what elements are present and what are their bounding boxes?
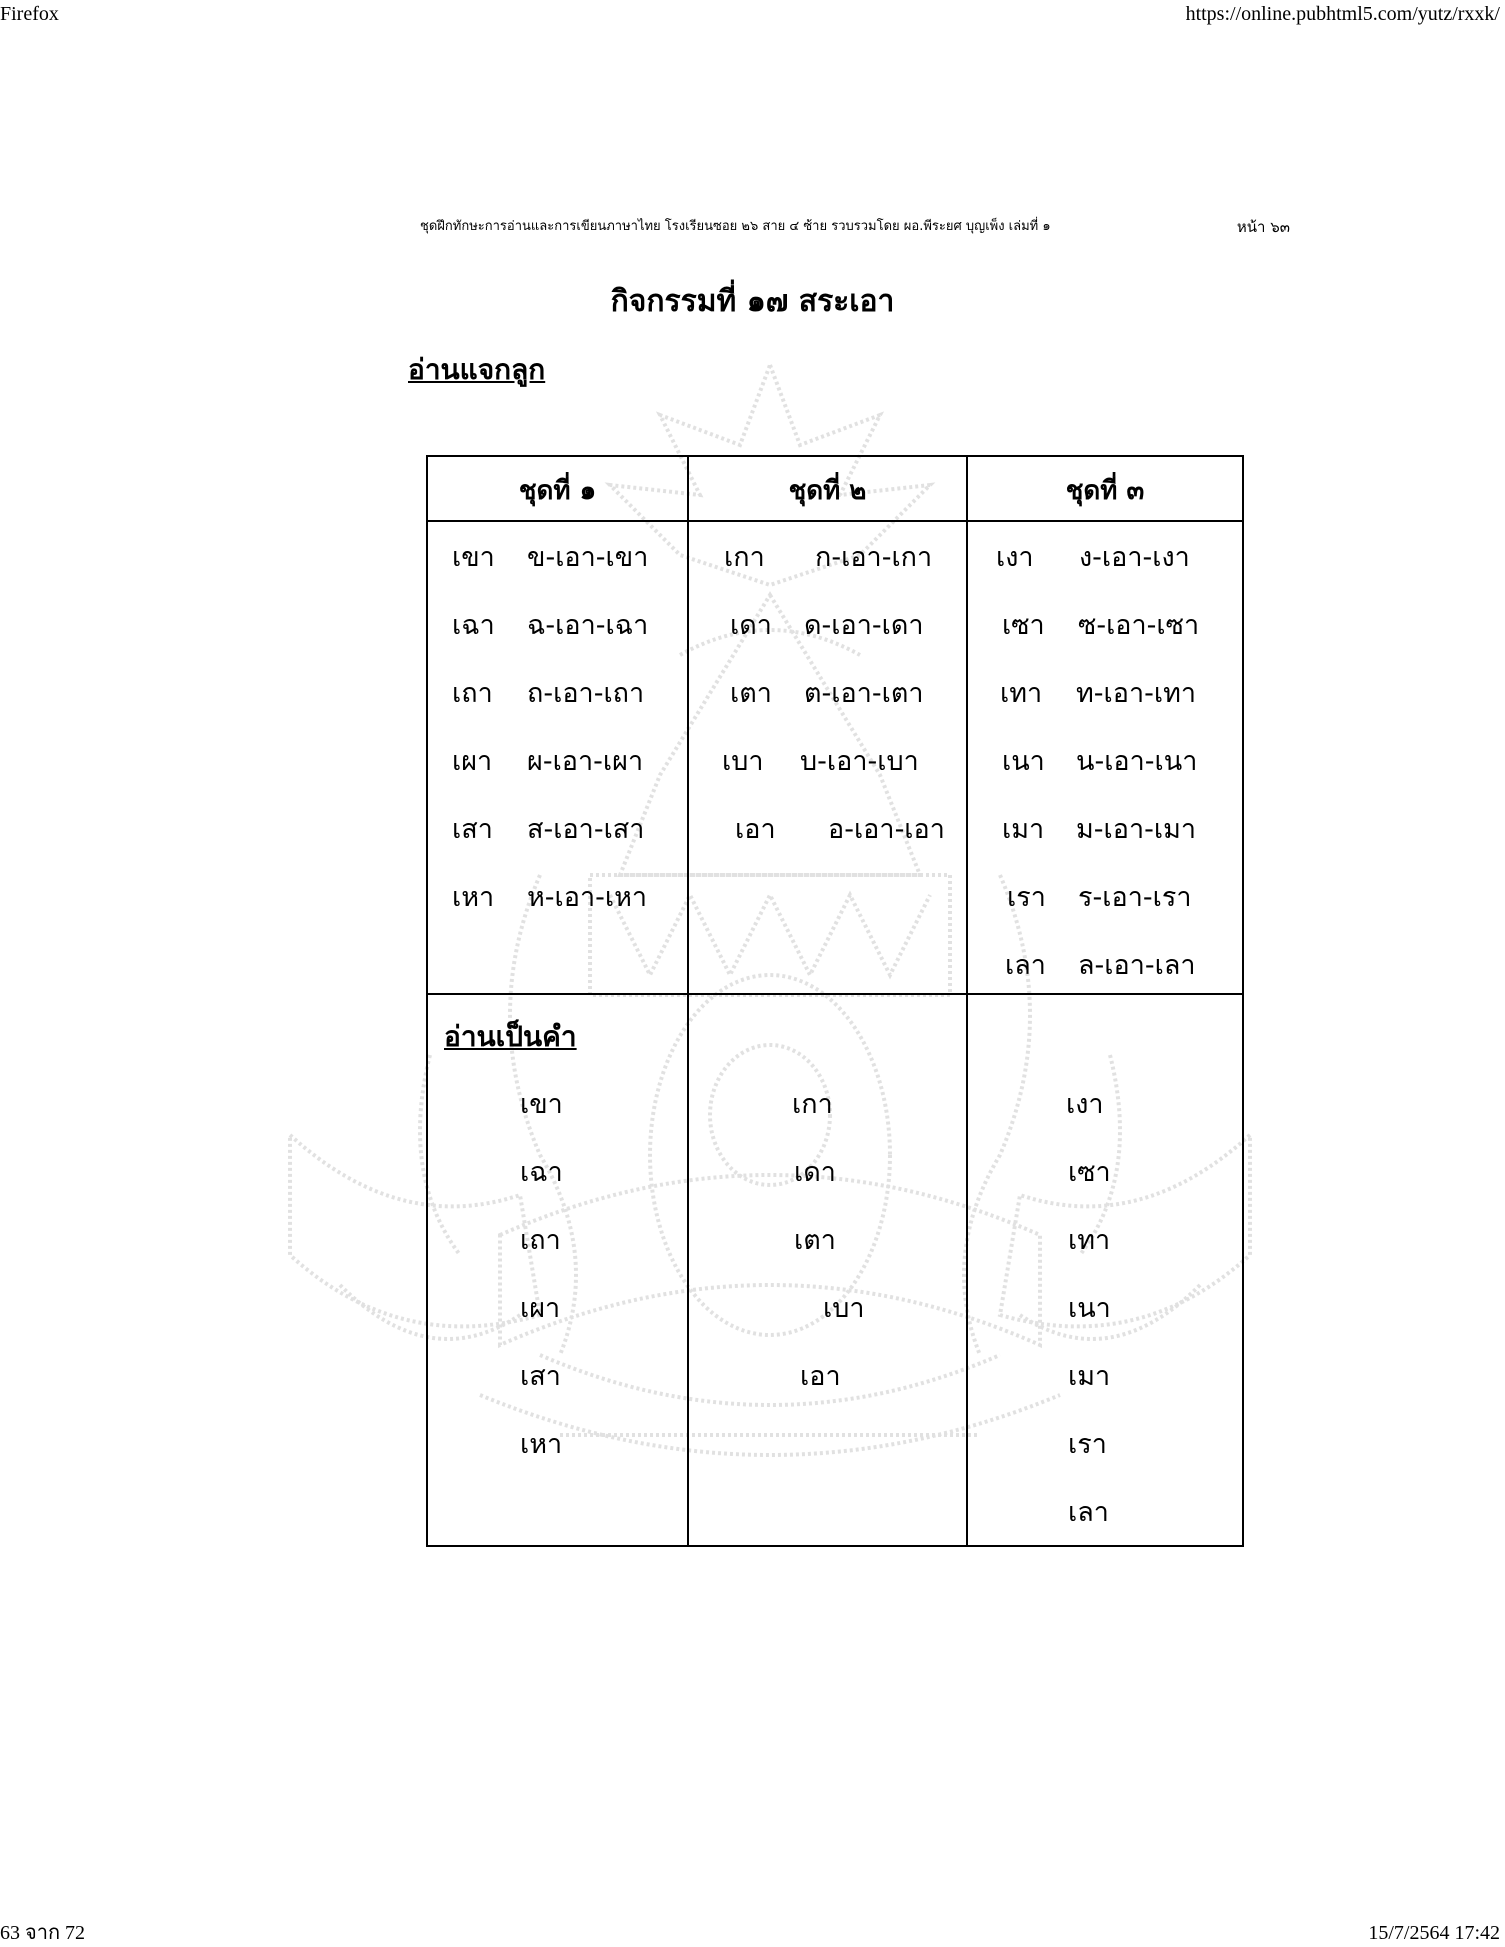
browser-app-name: Firefox <box>0 3 59 25</box>
word-item: เกา <box>792 1089 833 1120</box>
page-count: 63 จาก 72 <box>0 1922 86 1944</box>
spell-word: เอา <box>735 814 776 845</box>
spell-breakdown: ม-เอา-เมา <box>1076 814 1197 845</box>
document-header <box>420 215 1290 239</box>
spell-word: เงา <box>996 542 1034 573</box>
spell-word: เมา <box>1002 814 1045 845</box>
spell-word: เสา <box>452 814 493 845</box>
spell-word: เรา <box>1007 882 1046 913</box>
spell-word: เทา <box>1000 678 1043 709</box>
spell-word: เซา <box>1002 610 1045 641</box>
word-item: เงา <box>1066 1089 1104 1120</box>
document-header-text: ชุดฝึกทักษะการอ่านและการเขียนภาษาไทย โรงเรียนซอย ๒๖ สาย ๔ ซ้าย รวบรวมโดย ผอ.พีระยศ บุญเพ็ง เล่มที่ ๑ <box>420 219 1051 234</box>
section-heading-words: อ่านเป็นคำ <box>444 1020 577 1053</box>
spell-word: เบา <box>722 746 764 777</box>
column-heading: ชุดที่ ๓ <box>1065 476 1145 506</box>
word-item: เฉา <box>520 1157 563 1188</box>
word-item: เดา <box>794 1157 836 1188</box>
word-item: เบา <box>823 1293 865 1324</box>
spell-breakdown: ง-เอา-เงา <box>1079 542 1190 573</box>
header-rule <box>426 520 1244 522</box>
word-item: เขา <box>520 1089 563 1120</box>
spell-breakdown: ฉ-เอา-เฉา <box>527 610 649 641</box>
spell-word: เดา <box>730 610 772 641</box>
word-item: เรา <box>1068 1429 1107 1460</box>
word-item: เซา <box>1068 1157 1111 1188</box>
column-divider <box>687 455 689 1547</box>
word-item: เมา <box>1068 1361 1111 1392</box>
spell-breakdown: ส-เอา-เสา <box>527 814 645 845</box>
spell-word: เนา <box>1002 746 1045 777</box>
column-heading: ชุดที่ ๑ <box>518 476 597 506</box>
spell-breakdown: บ-เอา-เบา <box>800 746 919 777</box>
word-item: เทา <box>1068 1225 1111 1256</box>
page-url: https://online.pubhtml5.com/yutz/rxxk/ <box>1185 3 1500 25</box>
spell-word: เขา <box>452 542 495 573</box>
column-heading: ชุดที่ ๒ <box>788 476 867 506</box>
spell-breakdown: น-เอา-เนา <box>1076 746 1198 777</box>
spell-word: เตา <box>730 678 772 709</box>
spell-breakdown: ผ-เอา-เผา <box>527 746 644 777</box>
spell-word: เผา <box>452 746 493 777</box>
column-divider <box>966 455 968 1547</box>
spell-breakdown: ซ-เอา-เซา <box>1078 610 1200 641</box>
spell-breakdown: ข-เอา-เขา <box>527 542 649 573</box>
spell-word: เลา <box>1005 950 1046 981</box>
spell-breakdown: ถ-เอา-เถา <box>527 678 645 709</box>
spell-word: เถา <box>452 678 493 709</box>
spell-breakdown: ท-เอา-เทา <box>1076 678 1197 709</box>
word-item: เตา <box>794 1225 836 1256</box>
spell-breakdown: ล-เอา-เลา <box>1078 950 1196 981</box>
document-page-number: หน้า ๖๓ <box>1236 218 1290 236</box>
spell-breakdown: ต-เอา-เตา <box>804 678 924 709</box>
spell-breakdown: ก-เอา-เกา <box>815 542 933 573</box>
word-item: เถา <box>520 1225 561 1256</box>
word-item: เสา <box>520 1361 561 1392</box>
spell-breakdown: ด-เอา-เดา <box>804 610 924 641</box>
spell-breakdown: อ-เอา-เอา <box>828 814 945 845</box>
section-rule <box>426 993 1244 995</box>
spell-word: เกา <box>724 542 765 573</box>
word-item: เอา <box>800 1361 841 1392</box>
word-item: เลา <box>1068 1497 1109 1528</box>
word-item: เนา <box>1068 1293 1111 1324</box>
word-item: เหา <box>520 1429 563 1460</box>
spell-word: เฉา <box>452 610 495 641</box>
print-datetime: 15/7/2564 17:42 <box>1368 1922 1500 1944</box>
spell-word: เหา <box>452 882 495 913</box>
spell-breakdown: ห-เอา-เหา <box>527 882 648 913</box>
word-item: เผา <box>520 1293 561 1324</box>
section-heading-spelling: อ่านแจกลูก <box>408 353 546 386</box>
spell-breakdown: ร-เอา-เรา <box>1078 882 1192 913</box>
activity-title: กิจกรรมที่ ๑๗ สระเอา <box>610 284 895 319</box>
